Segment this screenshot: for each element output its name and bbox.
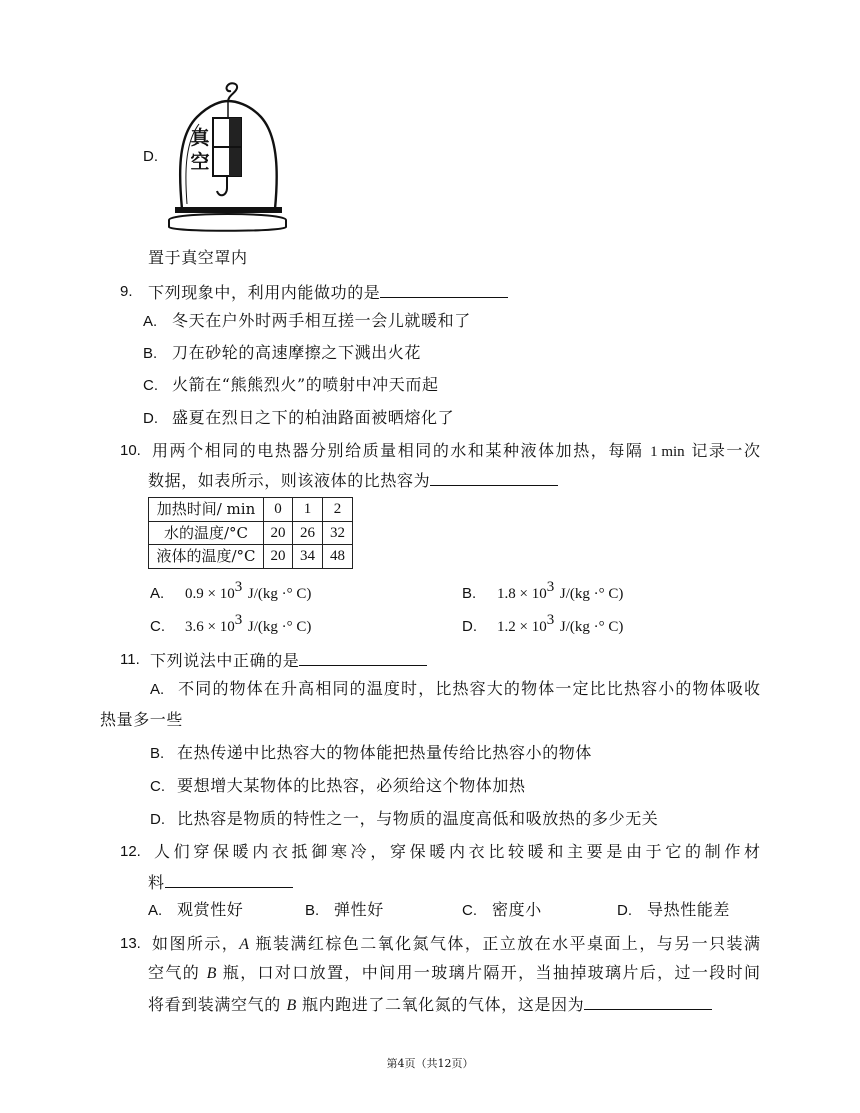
q13-answer-blank	[584, 993, 712, 1010]
table-header-row	[149, 498, 353, 522]
table-cell: 32	[323, 521, 353, 545]
q11-option-b	[150, 742, 592, 764]
option-text: 不同的物体在升高相同的温度时，比热容大的物体一定比比热容小的物体吸收	[177, 679, 760, 698]
table-cell: 26	[293, 521, 323, 545]
q11-option-d	[150, 808, 658, 830]
table-cell: 34	[293, 545, 323, 569]
q8-option-d-caption: 置于真空罩内	[148, 248, 248, 267]
option-unit: J/(kg ·° C)	[247, 619, 312, 635]
option-exponent: 3	[546, 612, 555, 628]
q12-stem-line-2	[148, 871, 293, 893]
option-label: B.	[143, 345, 158, 362]
base-plate	[169, 214, 286, 231]
table-header-cell: 加热时间/ min	[149, 498, 264, 522]
vacuum-bell-jar-figure	[165, 82, 290, 234]
option-label: B.	[305, 902, 320, 919]
option-coefficient: 3.6 × 10	[185, 619, 235, 635]
q10-option-c	[150, 612, 312, 637]
option-text: 在热传递中比热容大的物体能把热量传给比热容小的物体	[177, 743, 593, 762]
table-row	[149, 545, 353, 569]
option-unit: J/(kg ·° C)	[247, 586, 312, 602]
q9-number: 9.	[120, 283, 133, 300]
option-coefficient: 1.8 × 10	[497, 586, 547, 602]
figure-label-char-2: 空	[190, 151, 210, 173]
q10-stem-line-1	[152, 440, 760, 462]
option-label: B.	[462, 585, 477, 602]
q11-stem-text: 下列说法中正确的是	[150, 651, 300, 670]
q9-stem	[148, 281, 508, 303]
q13-stem-part: 瓶装满红棕色二氧化氮气体，正立放在水平桌面上，与另一只装满	[249, 934, 760, 953]
q9-option-b	[143, 342, 421, 364]
option-unit: J/(kg ·° C)	[559, 586, 624, 602]
bottle-b-label: B	[286, 997, 297, 1014]
q11-option-c	[150, 775, 526, 797]
q10-stem-text: 数据，如表所示，则该液体的比热容为	[148, 471, 431, 490]
table-cell: 20	[264, 545, 293, 569]
option-text: 刀在砂轮的高速摩擦之下溅出火花	[172, 343, 422, 362]
figure-label-char-1: 真	[190, 127, 210, 149]
page-footer: 第4页（共12页）	[386, 1057, 474, 1070]
option-label: C.	[150, 618, 165, 635]
option-exponent: 3	[546, 579, 555, 595]
table-cell: 水的温度/°C	[149, 521, 264, 545]
q13-stem-part: 如图所示，	[152, 934, 240, 953]
q12-option-b	[305, 899, 384, 921]
option-text: 观赏性好	[177, 900, 244, 919]
q12-option-d	[617, 899, 730, 921]
option-label: A.	[143, 313, 158, 330]
q13-stem-part: 瓶，口对口放置，中间用一玻璃片隔开，当抽掉玻璃片后，过一段时间	[216, 963, 760, 982]
option-text: 火箭在“熊熊烈火”的喷射中冲天而起	[172, 375, 439, 394]
table-row	[149, 521, 353, 545]
option-label: A.	[150, 585, 165, 602]
option-label: C.	[150, 778, 165, 795]
q9-stem-text: 下列现象中，利用内能做功的是	[148, 283, 381, 302]
q10-stem-part: 记录一次	[691, 441, 760, 460]
q10-option-d	[462, 612, 624, 637]
q8-option-d-label: D.	[143, 148, 158, 165]
option-text: 比热容是物质的特性之一，与物质的温度高低和吸放热的多少无关	[177, 809, 659, 828]
bell-jar-rim	[175, 207, 282, 213]
option-label: C.	[462, 902, 477, 919]
option-text: 密度小	[492, 900, 542, 919]
option-label: A.	[150, 681, 165, 698]
option-coefficient: 0.9 × 10	[185, 586, 235, 602]
option-label: D.	[617, 902, 632, 919]
q13-number: 13.	[120, 935, 141, 952]
table-header-cell: 1	[293, 498, 323, 522]
bottle-b-label: B	[206, 965, 217, 982]
option-exponent: 3	[234, 579, 243, 595]
q10-answer-blank	[430, 469, 558, 486]
q10-number: 10.	[120, 442, 141, 459]
q11-option-a-continuation: 热量多一些	[100, 710, 184, 729]
q9-option-d	[143, 407, 454, 429]
q13-stem-line-3	[148, 993, 712, 1015]
option-label: B.	[150, 745, 165, 762]
option-text: 要想增大某物体的比热容，必须给这个物体加热	[177, 776, 526, 795]
bottle-a-label: A	[239, 936, 250, 953]
q11-number: 11.	[120, 651, 140, 668]
q13-stem-part: 瓶内跑进了二氧化氮的气体，这是因为	[296, 995, 585, 1014]
q9-answer-blank	[380, 281, 508, 298]
q13-stem-line-2	[148, 962, 760, 984]
option-exponent: 3	[234, 612, 243, 628]
q12-stem-line-1: 人们穿保暖内衣抵御寒冷，穿保暖内衣比较暖和主要是由于它的制作材	[154, 842, 760, 861]
q10-stem-line-2	[148, 469, 558, 491]
option-label: A.	[148, 902, 163, 919]
q13-stem-part: 空气的	[148, 963, 207, 982]
q11-option-a	[150, 678, 760, 700]
q10-option-a	[150, 579, 312, 604]
option-text: 冬天在户外时两手相互搓一会儿就暖和了	[172, 311, 471, 330]
q12-option-c	[462, 899, 542, 921]
q12-number: 12.	[120, 843, 141, 860]
table-cell: 液体的温度/°C	[149, 545, 264, 569]
q12-answer-blank	[165, 871, 293, 888]
option-label: D.	[462, 618, 477, 635]
q11-answer-blank	[299, 649, 427, 666]
q13-stem-part: 将看到装满空气的	[148, 995, 287, 1014]
table-header-cell: 2	[323, 498, 353, 522]
q10-stem-part: 用两个相同的电热器分别给质量相同的水和某种液体加热，每隔	[152, 441, 644, 460]
table-cell: 48	[323, 545, 353, 569]
option-label: C.	[143, 377, 158, 394]
option-text: 盛夏在烈日之下的柏油路面被晒熔化了	[172, 408, 455, 427]
q13-stem-line-1	[152, 933, 760, 955]
option-label: D.	[150, 811, 165, 828]
option-label: D.	[143, 410, 158, 427]
q9-option-c	[143, 374, 439, 396]
q10-data-table	[148, 497, 353, 569]
option-unit: J/(kg ·° C)	[559, 619, 624, 635]
q11-stem	[150, 649, 427, 671]
jar-top-hook	[227, 83, 238, 102]
spring-scale-hook	[217, 176, 227, 195]
q12-stem-text: 料	[148, 873, 165, 892]
q12-option-a	[148, 899, 243, 921]
option-text: 导热性能差	[647, 900, 731, 919]
table-cell: 20	[264, 521, 293, 545]
q10-interval-value: 1 min	[650, 444, 685, 460]
option-coefficient: 1.2 × 10	[497, 619, 547, 635]
option-text: 弹性好	[334, 900, 384, 919]
table-header-cell: 0	[264, 498, 293, 522]
q10-option-b	[462, 579, 624, 604]
q9-option-a	[143, 310, 471, 332]
